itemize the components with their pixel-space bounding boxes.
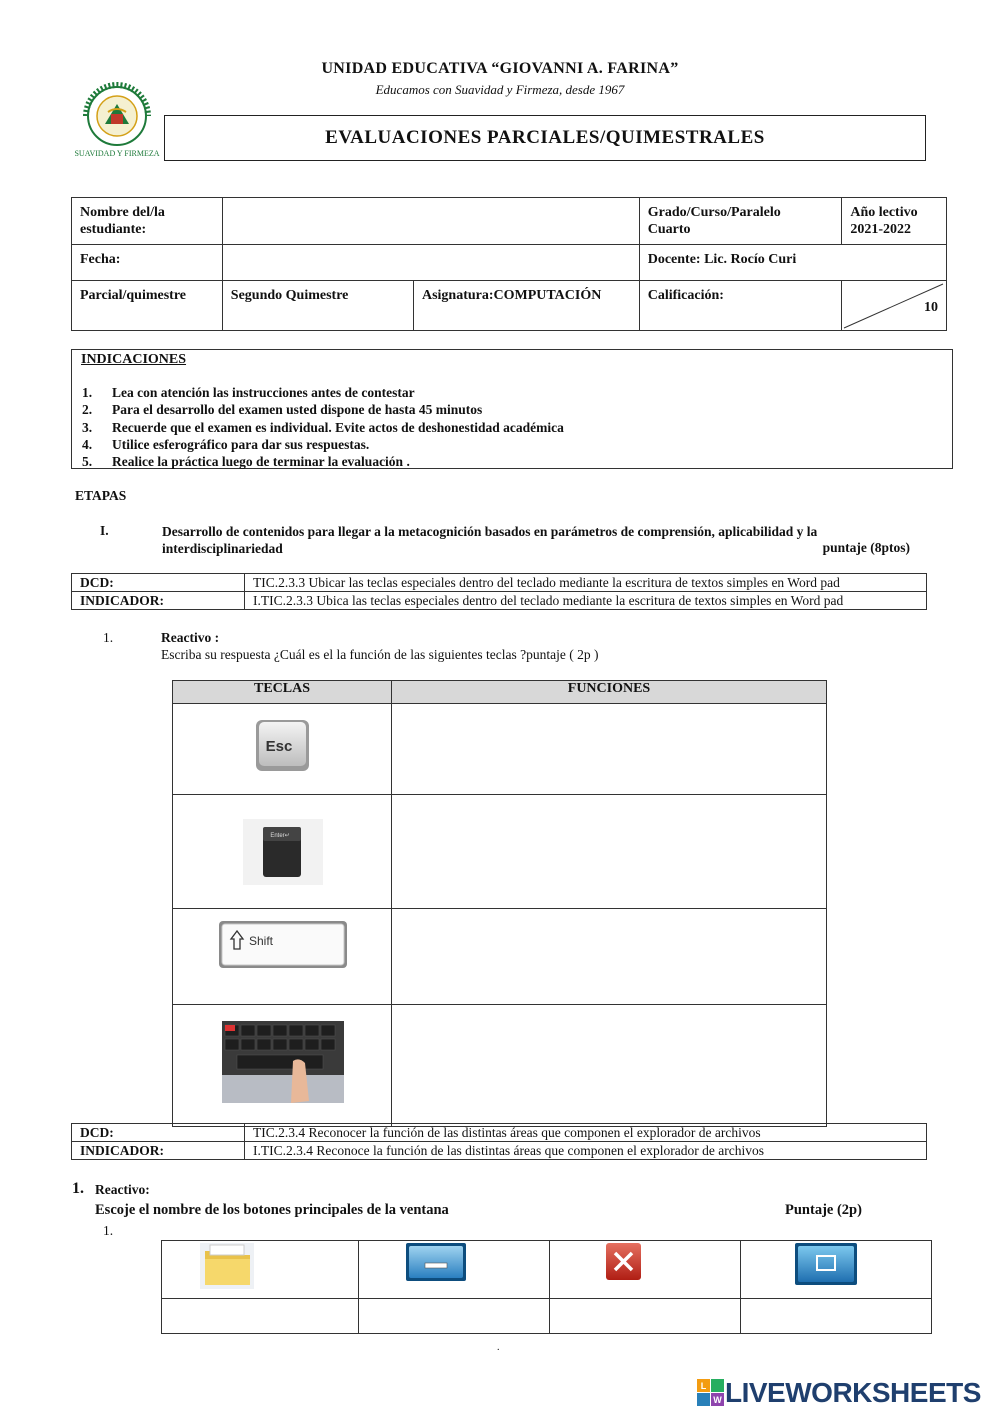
score-field[interactable] [842,281,947,331]
section-description: Desarrollo de contenidos para llegar a la metacognición basados en parámetros de comprensión, aplicabilidad y la interdisciplinariedad [162,524,818,556]
page-dot: . [497,1342,500,1353]
exam-title: EVALUACIONES PARCIALES/QUIMESTRALES [164,115,926,161]
key-cell-enter [173,795,392,909]
instructions-box [71,349,953,469]
question-title: Reactivo : [161,630,220,645]
key-cell-esc [173,704,392,795]
grade-label: Grado/Curso/Paralelo [647,205,781,220]
button-cell-folder [162,1241,359,1299]
answer-field-enter[interactable] [392,795,827,909]
keys-column-header: TECLAS [173,681,392,704]
instruction-item: 1. Lea con atención las instrucciones antes de contestar [82,385,415,400]
button-cell-close [550,1241,741,1299]
indicator-label: INDICADOR: [72,1142,245,1160]
question-number: 1. [103,630,114,645]
answer-select-close[interactable] [550,1299,741,1334]
liveworksheets-logo[interactable] [697,1377,981,1409]
answer-select-folder[interactable] [162,1299,359,1334]
dcd-text: TIC.2.3.4 Reconocer la función de las distintas áreas que componen el explorador de archivos [245,1124,927,1142]
functions-column-header: FUNCIONES [392,681,827,704]
folder-icon [162,1241,358,1293]
instruction-item: 2. Para el desarrollo del examen usted dispone de hasta 45 minutos [82,402,483,418]
liveworksheets-brand-text: LIVEWORKSHEETS [725,1377,981,1408]
esc-key-icon [173,704,391,789]
key-cell-shift [173,909,392,1005]
liveworksheets-blocks-icon [697,1379,725,1407]
school-motto: Educamos con Suavidad y Firmeza, desde 1967 [375,82,625,97]
sub-question-number: 1. [103,1223,114,1238]
instruction-item: 5. Realice la práctica luego de terminar la evaluación . [82,454,410,470]
shift-key-label: Shift [249,934,274,948]
question-number: 1. [72,1180,84,1197]
button-cell-minimize [359,1241,550,1299]
esc-key-label: Esc [265,738,293,755]
keys-table [172,680,827,1127]
maximize-icon [741,1241,931,1293]
logo-caption: SUAVIDAD Y FIRMEZA [74,149,160,158]
question-title: Reactivo: [95,1182,150,1197]
dcd-text: TIC.2.3.3 Ubicar las teclas especiales dentro del teclado mediante la escritura de textos simples en Word pad [245,574,927,592]
shift-key-icon [173,909,391,999]
name-label: Nombre del/la estudiante: [72,198,223,245]
subject-label: Asignatura:COMPUTACIÓN [413,281,639,331]
instruction-item: 3. Recuerde que el examen es individual. Evite actos de deshonestidad académica [82,419,564,435]
school-name: UNIDAD EDUCATIVA “GIOVANNI A. FARINA” [321,60,679,77]
key-cell-spacebar [173,1005,392,1127]
indicator-label: INDICADOR: [72,592,245,610]
score-label: Calificación: [639,281,842,331]
date-label: Fecha: [72,245,223,281]
answer-select-minimize[interactable] [359,1299,550,1334]
grade-cell [639,198,842,245]
instruction-item: 4. Utilice esferográfico para dar sus respuestas. [82,436,370,452]
answer-field-esc[interactable] [392,704,827,795]
dcd-label: DCD: [72,1124,245,1142]
window-buttons-table [161,1240,932,1334]
section-number: I. [100,523,109,538]
max-score: 10 [924,300,938,315]
indicator-text: I.TIC.2.3.4 Reconoce la función de las distintas áreas que componen el explorador de archivos [245,1142,927,1160]
period-value: Segundo Quimestre [222,281,413,331]
indicator-text: I.TIC.2.3.3 Ubica las teclas especiales dentro del teclado mediante la escritura de textos simples en Word pad [245,592,927,610]
year-cell [842,198,947,245]
instructions-heading: INDICACIONES [81,352,187,367]
brand-block-w: W [713,1395,722,1405]
dcd-label: DCD: [72,574,245,592]
answer-select-maximize[interactable] [741,1299,932,1334]
dcd-table-1 [71,573,927,610]
dcd-table-2 [71,1123,927,1160]
instructions-list [82,384,564,470]
answer-field-shift[interactable] [392,909,827,1005]
year-label: Año lectivo [850,205,918,220]
minimize-icon [359,1241,549,1293]
teacher-name: Docente: Lic. Rocío Curi [639,245,946,281]
student-info-table [71,197,947,331]
spacebar-key-icon [173,1005,391,1121]
enter-key-icon [173,795,391,903]
brand-block-l: L [700,1381,707,1391]
question-instruction: Escriba su respuesta ¿Cuál es el la función de las siguientes teclas ?puntaje ( 2p ) [161,647,599,662]
question-score: Puntaje (2p) [785,1202,862,1218]
button-cell-maximize [741,1241,932,1299]
close-icon [550,1241,740,1293]
etapas-heading: ETAPAS [75,488,127,503]
grade-value: Cuarto [647,222,691,237]
enter-key-label: Enter↵ [270,833,290,839]
period-label: Parcial/quimestre [72,281,223,331]
section-score: puntaje (8ptos) [822,540,910,555]
school-logo [72,82,162,162]
answer-field-spacebar[interactable] [392,1005,827,1127]
question-instruction: Escoje el nombre de los botones principales de la ventana [95,1202,449,1218]
name-field[interactable] [222,198,639,245]
year-value: 2021-2022 [850,222,912,237]
date-field[interactable] [222,245,639,281]
